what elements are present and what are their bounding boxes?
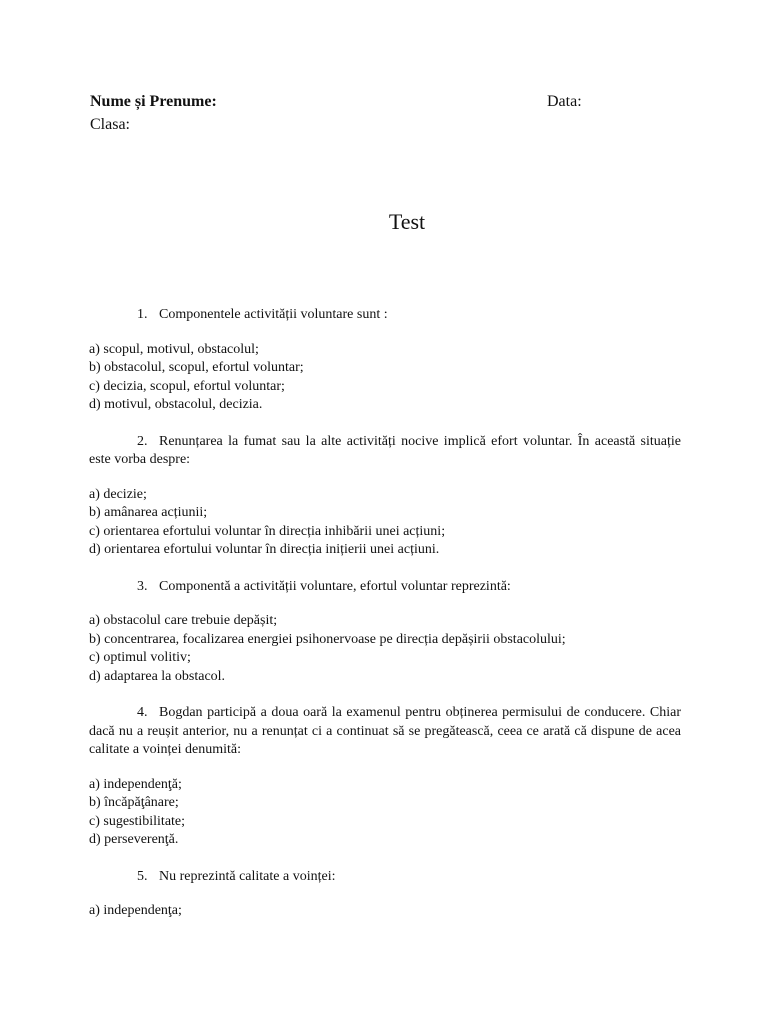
answer-option: a) scopul, motivul, obstacolul; — [89, 341, 259, 357]
name-label: Nume și Prenume: — [90, 93, 217, 110]
answer-option: d) adaptarea la obstacol. — [89, 668, 226, 684]
answer-option: a) independenţa; — [89, 903, 182, 918]
question-number: 2. — [137, 433, 148, 449]
question-body: Componentele activității voluntare sunt : — [159, 307, 388, 322]
question-3 — [89, 578, 681, 687]
question-text — [89, 868, 681, 887]
answer-list — [89, 612, 681, 686]
answer-list — [89, 486, 681, 560]
answer-list — [89, 341, 681, 415]
answer-option: d) perseverenţă. — [89, 832, 179, 847]
question-text — [89, 433, 681, 470]
question-5 — [89, 868, 681, 921]
answer-option: a) independenţă; — [89, 776, 182, 792]
question-body: Renunțarea la fumat sau la alte activități nocive implică efort voluntar. În această situație este vorba despre: — [89, 433, 681, 467]
question-number: 1. — [137, 307, 148, 322]
answer-option: b) amânarea acțiunii; — [89, 505, 208, 520]
question-body: Nu reprezintă calitate a voinței: — [159, 868, 336, 884]
question-body: Componentă a activității voluntare, efortul voluntar reprezintă: — [159, 578, 511, 594]
answer-option: c) optimul volitiv; — [89, 650, 191, 665]
question-body: Bogdan participă a doua oară la examenul pentru obținerea permisului de conducere. Chiar dacă nu a reușit anterior, nu a renunțat ci a continuat să se pregătească, ceea ce arată că dispune de acea calitate a voinței denumită: — [89, 705, 681, 757]
answer-option: a) obstacolul care trebuie depășit; — [89, 613, 278, 628]
questions-list — [89, 306, 681, 939]
answer-option: c) sugestibilitate; — [89, 813, 186, 829]
answer-option: b) obstacolul, scopul, efortul voluntar; — [89, 360, 304, 375]
answer-option: d) orientarea efortului voluntar în direcția inițierii unei acțiuni. — [89, 542, 440, 557]
question-text — [89, 306, 681, 325]
question-2 — [89, 433, 681, 560]
answer-option: c) decizia, scopul, efortul voluntar; — [89, 378, 285, 394]
answer-option: d) motivul, obstacolul, decizia. — [89, 397, 263, 412]
answer-list — [89, 902, 681, 921]
question-number: 4. — [137, 705, 148, 720]
question-text — [89, 578, 681, 597]
question-number: 3. — [137, 578, 148, 594]
answer-list — [89, 776, 681, 850]
question-1 — [89, 306, 681, 415]
page-title: Test — [388, 209, 426, 234]
question-text — [89, 704, 681, 760]
answer-option: b) concentrarea, focalizarea energiei psihonervoase pe direcția depășirii obstacolului; — [89, 631, 566, 647]
answer-option: c) orientarea efortului voluntar în direcția inhibării unei acțiuni; — [89, 523, 446, 539]
answer-option: b) încăpăţânare; — [89, 795, 179, 810]
class-label: Clasa: — [90, 116, 130, 133]
date-label: Data: — [547, 93, 582, 110]
question-4 — [89, 704, 681, 850]
question-number: 5. — [137, 868, 148, 884]
answer-option: a) decizie; — [89, 486, 147, 502]
